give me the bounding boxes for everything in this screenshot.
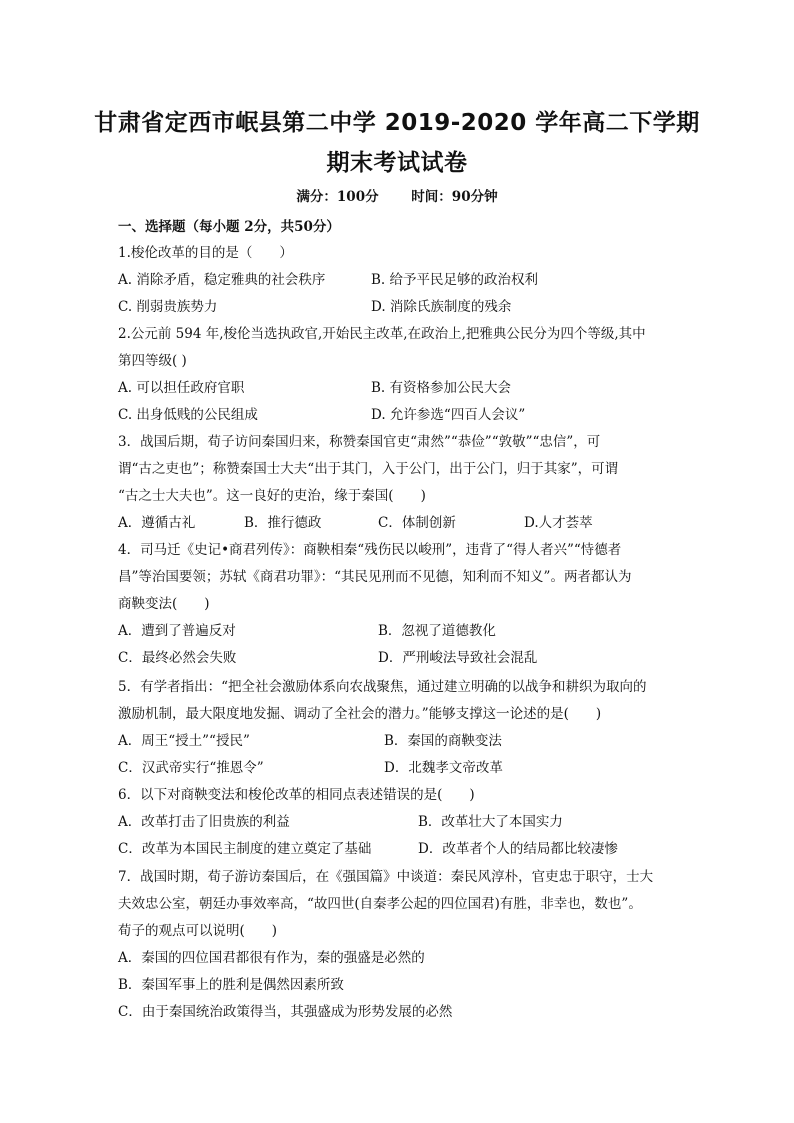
question-2-stem-line-1: 2.公元前 594 年,梭伦当选执政官,开始民主改革,在政治上,把雅典公民分为四个等级,其中: [118, 326, 646, 342]
exam-time: 时间：90分钟: [411, 189, 498, 205]
question-1-option-b: B. 给予平民足够的政治权利: [371, 272, 539, 288]
question-3-option-b: B．推行德政: [244, 515, 322, 531]
section-heading: 一、选择题（每小题 2分，共50分）: [118, 219, 340, 235]
question-6-option-c: C．改革为本国民主制度的建立奠定了基础: [118, 841, 372, 857]
question-5-stem-line-1: 5．有学者指出：“把全社会激励体系向农战聚焦，通过建立明确的以战争和耕织为取向的: [118, 679, 647, 695]
question-3-option-d: D.人才荟萃: [524, 515, 593, 531]
question-4-option-c: C．最终必然会失败: [118, 650, 237, 666]
question-2-option-c: C. 出身低贱的公民组成: [118, 407, 258, 423]
question-4-stem-line-2: 昌”等治国要领；苏轼《商君功罪》：“其民见刑而不见德，知利而不知义”。两者都认为: [118, 569, 632, 585]
question-3-option-a: A．遵循古礼: [118, 515, 196, 531]
question-1-option-d: D. 消除氏族制度的残余: [371, 299, 512, 315]
question-1-option-a: A. 消除矛盾，稳定雅典的社会秩序: [118, 272, 326, 288]
question-2-option-b: B. 有资格参加公民大会: [371, 380, 512, 396]
question-7-stem-line-3: 荀子的观点可以说明( ): [118, 923, 278, 939]
question-7-stem-line-1: 7．战国时期，荀子游访秦国后，在《强国篇》中谈道：秦民风淳朴，官吏忠于职守，士大: [118, 869, 654, 885]
question-4-option-a: A．遭到了普遍反对: [118, 623, 236, 639]
exam-meta: [0, 185, 794, 205]
question-5-option-b: B．秦国的商鞅变法: [384, 733, 502, 749]
question-3-stem-line-3: “古之士大夫也”。这一良好的吏治，缘于秦国( ): [118, 488, 426, 504]
question-5-option-a: A．周王“授土”“授民”: [118, 733, 250, 749]
full-score: 满分：100分: [296, 189, 379, 205]
question-6-option-d: D．改革者个人的结局都比较凄惨: [418, 841, 618, 857]
question-4-stem-line-3: 商鞅变法( ): [118, 596, 210, 612]
question-2-option-a: A. 可以担任政府官职: [118, 380, 245, 396]
question-3-stem-line-1: 3．战国后期，荀子访问秦国归来，称赞秦国官吏“肃然”“恭俭”“敦敬”“忠信”，可: [118, 434, 601, 450]
question-5-stem-line-2: 激励机制，最大限度地发掘、调动了全社会的潜力。”能够支撑这一论述的是( ): [118, 706, 602, 722]
question-7-option-b: B．秦国军事上的胜利是偶然因素所致: [118, 977, 344, 993]
question-3-stem-line-2: 谓“古之吏也”；称赞秦国士大夫“出于其门，入于公门，出于公门，归于其家”，可谓: [118, 461, 619, 477]
question-6-option-a: A．改革打击了旧贵族的利益: [118, 814, 290, 830]
question-2-stem-line-2: 第四等级( ): [118, 353, 187, 369]
question-6-option-b: B．改革壮大了本国实力: [418, 814, 563, 830]
question-4-stem-line-1: 4．司马迁《史记•商君列传》：商鞅相秦“残伤民以峻刑”，违背了“得人者兴”“恃德者: [118, 542, 622, 558]
exam-title: 甘肃省定西市岷县第二中学 2019-2020 学年高二下学期: [94, 110, 700, 136]
question-5-option-d: D．北魏孝文帝改革: [384, 760, 503, 776]
question-4-option-b: B．忽视了道德教化: [378, 623, 496, 639]
question-3-option-c: C．体制创新: [378, 515, 456, 531]
question-2-option-d: D. 允许参选“四百人会议”: [371, 407, 526, 423]
question-6-stem: 6．以下对商鞅变法和梭伦改革的相同点表述错误的是( ): [118, 787, 475, 803]
exam-subtitle: 期末考试试卷: [326, 150, 468, 176]
question-4-option-d: D．严刑峻法导致社会混乱: [378, 650, 538, 666]
question-7-option-a: A．秦国的四位国君都很有作为，秦的强盛是必然的: [118, 950, 425, 966]
question-7-option-c: C．由于秦国统治政策得当，其强盛成为形势发展的必然: [118, 1004, 453, 1020]
question-1-stem: 1.梭伦改革的目的是（ ）: [118, 245, 293, 261]
question-5-option-c: C．汉武帝实行“推恩令”: [118, 760, 264, 776]
question-7-stem-line-2: 夫效忠公室，朝廷办事效率高，“故四世(自秦孝公起的四位国君)有胜，非幸也，数也”。: [118, 896, 642, 912]
question-1-option-c: C. 削弱贵族势力: [118, 299, 218, 315]
